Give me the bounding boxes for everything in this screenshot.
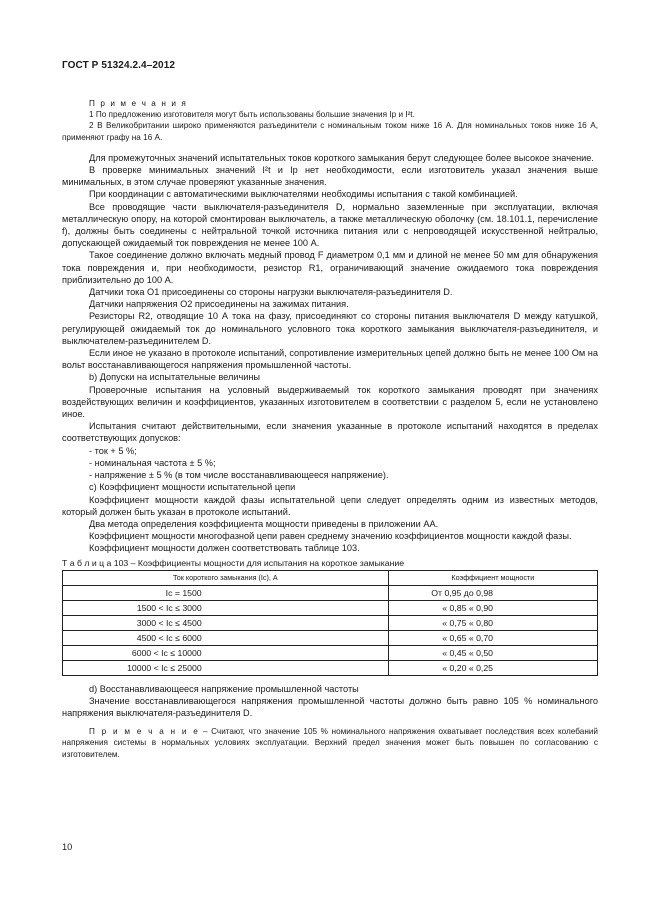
note-title: П р и м е ч а н и я — [89, 99, 188, 108]
paragraph: Значение восстанавливающегося напряжения промышленной частоты должно быть равно 105 % номинального напряжения выключателя-разъединителя D. — [62, 695, 598, 718]
current-cell: 6000 < Iс ≤ 10000 — [63, 645, 389, 660]
paragraph: Испытания считают действительными, если значения указанные в протоколе испытаний находятся в пределах соответствующих допусков: — [62, 421, 598, 444]
note-title: П р и м е ч а н и е — [89, 727, 200, 737]
power-factor-cell: « 0,65 « 0,70 — [388, 630, 597, 645]
note-item: 2 В Великобритании широко применяются разъединители с номинальным током ниже 16 А. Для номинальных токов ниже 16 А, применяют графу на 16 А. — [62, 121, 598, 142]
paragraph: Для промежуточных значений испытательных токов короткого замыкания берут следующее более высокое значение. — [89, 152, 594, 163]
paragraph: Коэффициент мощности многофазной цепи равен среднему значению коэффициентов мощности каждой фазы. — [89, 531, 572, 542]
power-factor-cell: От 0,95 до 0,98 — [388, 585, 597, 600]
power-factor-cell: « 0,85 « 0,90 — [388, 600, 597, 615]
document-header: ГОСТ Р 51324.2.4–2012 — [62, 60, 176, 71]
page-content — [62, 98, 598, 760]
power-factor-cell: « 0,75 « 0,80 — [388, 615, 597, 630]
power-factor-table — [62, 570, 598, 676]
list-item: - напряжение ± 5 % (в том числе восстанавливающееся напряжение). — [89, 470, 389, 481]
paragraph: Коэффициент мощности каждой фазы испытательной цепи следует определять одним из известных методов, который должен быть указан в протоколе испытаний. — [62, 494, 598, 517]
paragraph: Датчики тока O1 присоединены со стороны нагрузки выключателя-разъединителя D. — [89, 287, 453, 298]
page-number: 10 — [62, 842, 73, 852]
list-item: - ток + 5 %; — [89, 445, 137, 456]
power-factor-cell: « 0,45 « 0,50 — [388, 645, 597, 660]
current-cell: 4500 < Iс ≤ 6000 — [63, 630, 389, 645]
table-header-row — [63, 570, 598, 585]
note-text: – Считают, что значение 105 % номинального напряжения охватывает последствия всех колебаний напряжения системы в нормальных условиях эксплуатации. Верхний предел значения может быть повышен по согласованию с изготовителем. — [62, 727, 598, 759]
power-factor-cell: « 0,20 « 0,25 — [388, 660, 597, 675]
list-item: - номинальная частота ± 5 %; — [89, 457, 216, 468]
current-cell: 10000 < Iс ≤ 25000 — [63, 660, 389, 675]
note — [62, 726, 598, 760]
table-caption: Т а б л и ц а 103 – Коэффициенты мощности для испытания на короткое замыкание — [62, 557, 405, 568]
paragraph: Такое соединение должно включать медный провод F диаметром 0,1 мм и длиной не менее 50 мм для обнаружения тока повреждения и, при необходимости, резистор R1, ограничивающий значение ожидаемого тока повреждения приблизительно до 100 А. — [62, 250, 598, 285]
current-cell: 1500 < Iс ≤ 3000 — [63, 600, 389, 615]
current-cell: Iс = 1500 — [63, 585, 389, 600]
paragraph: Если иное не указано в протоколе испытаний, сопротивление измерительных цепей должно быть не менее 100 Ом на вольт восстанавливающегося напряжения промышленной частоты. — [62, 348, 598, 371]
note-item: 1 По предложению изготовителя могут быть использованы большие значения Iр и I²t. — [89, 110, 415, 120]
table-row — [63, 645, 598, 660]
table-row — [63, 600, 598, 615]
paragraph: Два метода определения коэффициента мощности приведены в приложении АА. — [89, 518, 439, 529]
paragraph: При координации с автоматическими выключателями необходимы испытания с такой комбинацией. — [89, 189, 518, 200]
column-header: Коэффициент мощности — [388, 570, 597, 585]
paragraph: Резисторы R2, отводящие 10 А тока на фазу, присоединяют со стороны питания выключателя D между катушкой, регулирующей ожидаемый ток до номинального условного тока короткого замыкания выключателя-разъединителя, и выключателем-разъединителем D. — [62, 311, 598, 346]
table-row — [63, 615, 598, 630]
paragraph: В проверке минимальных значений I²t и Iр нет необходимости, если изготовитель указал значения выше минимальных, в этом случае проверяют указанные значения. — [62, 165, 598, 188]
paragraph: Датчики напряжения O2 присоединены на зажимах питания. — [89, 299, 349, 310]
paragraph: Коэффициент мощности должен соответствовать таблице 103. — [89, 543, 360, 554]
section-heading: d) Восстанавливающееся напряжение промышленной частоты — [89, 683, 359, 694]
column-header: Ток короткого замыкания (Iс), А — [63, 570, 389, 585]
section-heading: b) Допуски на испытательные величины — [89, 372, 261, 383]
section-heading: c) Коэффициент мощности испытательной цепи — [89, 482, 296, 493]
current-cell: 3000 < Iс ≤ 4500 — [63, 615, 389, 630]
table-row — [63, 585, 598, 600]
table-row — [63, 660, 598, 675]
paragraph: Проверочные испытания на условный выдерживаемый ток короткого замыкания проводят при значениях воздействующих величин и коэффициентов, указанных изготовителем в соответствии с разделом 5, если не установлено иное. — [62, 384, 598, 420]
paragraph: Все проводящие части выключателя-разъединителя D, нормально заземленные при эксплуатации, включая металлическую опору, на которой смонтирован выключатель, а также металлическую оболочку (см. 18.101.1, перечисление f), должны быть соединены с нейтральной точкой источника питания или с непроводящей искусственной нейтралью, допускающей ожидаемый ток повреждения не менее 100 А. — [62, 201, 598, 249]
table-row — [63, 630, 598, 645]
